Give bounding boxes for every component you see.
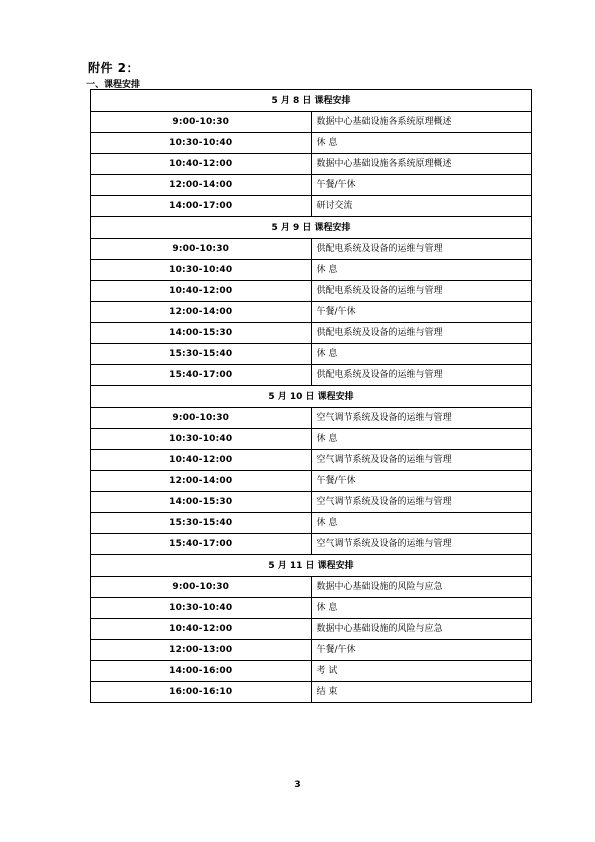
session-topic: 供配电系统及设备的运维与管理 [311,365,532,386]
session-topic: 空气调节系统及设备的运维与管理 [311,534,532,555]
time-slot: 10:40-12:00 [91,281,312,302]
time-slot: 10:40-12:00 [91,154,312,175]
schedule-row [91,281,532,302]
day-title: 5 月 11 日 课程安排 [91,555,532,577]
schedule-body [91,90,532,703]
schedule-row [91,619,532,640]
session-topic: 休 息 [311,513,532,534]
time-slot: 10:30-10:40 [91,133,312,154]
schedule-row [91,682,532,703]
schedule-row [91,323,532,344]
schedule-row [91,344,532,365]
session-topic: 供配电系统及设备的运维与管理 [311,281,532,302]
time-slot: 9:00-10:30 [91,408,312,429]
time-slot: 9:00-10:30 [91,577,312,598]
session-topic: 午餐/午休 [311,175,532,196]
attachment-heading: 附件 2： [88,61,140,75]
time-slot: 12:00-14:00 [91,175,312,196]
session-topic: 空气调节系统及设备的运维与管理 [311,492,532,513]
session-topic: 考 试 [311,661,532,682]
time-slot: 14:00-15:30 [91,492,312,513]
day-title: 5 月 8 日 课程安排 [91,90,532,112]
time-slot: 10:30-10:40 [91,598,312,619]
session-topic: 空气调节系统及设备的运维与管理 [311,450,532,471]
time-slot: 15:30-15:40 [91,344,312,365]
time-slot: 10:30-10:40 [91,260,312,281]
time-slot: 12:00-14:00 [91,302,312,323]
time-slot: 10:40-12:00 [91,619,312,640]
schedule-row [91,450,532,471]
session-topic: 数据中心基础设施的风险与应急 [311,577,532,598]
schedule-row [91,239,532,260]
session-topic: 供配电系统及设备的运维与管理 [311,239,532,260]
day-title: 5 月 10 日 课程安排 [91,386,532,408]
time-slot: 14:00-17:00 [91,196,312,217]
schedule-row [91,196,532,217]
session-topic: 休 息 [311,260,532,281]
schedule-row [91,513,532,534]
session-topic: 休 息 [311,598,532,619]
day-title: 5 月 9 日 课程安排 [91,217,532,239]
session-topic: 休 息 [311,429,532,450]
time-slot: 15:30-15:40 [91,513,312,534]
schedule-row [91,260,532,281]
time-slot: 16:00-16:10 [91,682,312,703]
time-slot: 15:40-17:00 [91,534,312,555]
schedule-row [91,577,532,598]
day-header-row [91,90,532,112]
session-topic: 数据中心基础设施各系统原理概述 [311,154,532,175]
schedule-row [91,661,532,682]
session-topic: 午餐/午休 [311,471,532,492]
session-topic: 空气调节系统及设备的运维与管理 [311,408,532,429]
session-topic: 结 束 [311,682,532,703]
session-topic: 研讨交流 [311,196,532,217]
schedule-row [91,302,532,323]
course-schedule-table [90,89,532,703]
schedule-row [91,408,532,429]
session-topic: 休 息 [311,344,532,365]
session-topic: 午餐/午休 [311,302,532,323]
session-topic: 休 息 [311,133,532,154]
schedule-row [91,492,532,513]
schedule-row [91,365,532,386]
time-slot: 12:00-14:00 [91,471,312,492]
session-topic: 午餐/午休 [311,640,532,661]
session-topic: 数据中心基础设施的风险与应急 [311,619,532,640]
day-header-row [91,386,532,408]
schedule-row [91,429,532,450]
time-slot: 9:00-10:30 [91,239,312,260]
schedule-row [91,175,532,196]
time-slot: 15:40-17:00 [91,365,312,386]
time-slot: 10:30-10:40 [91,429,312,450]
session-topic: 数据中心基础设施各系统原理概述 [311,112,532,133]
day-header-row [91,555,532,577]
day-header-row [91,217,532,239]
schedule-row [91,534,532,555]
schedule-row [91,471,532,492]
schedule-row [91,598,532,619]
schedule-row [91,640,532,661]
schedule-row [91,154,532,175]
section-heading: 一、课程安排 [86,80,141,90]
schedule-row [91,133,532,154]
schedule-row [91,112,532,133]
page-number: 3 [294,780,301,790]
time-slot: 10:40-12:00 [91,450,312,471]
time-slot: 9:00-10:30 [91,112,312,133]
time-slot: 14:00-15:30 [91,323,312,344]
session-topic: 供配电系统及设备的运维与管理 [311,323,532,344]
time-slot: 14:00-16:00 [91,661,312,682]
time-slot: 12:00-13:00 [91,640,312,661]
